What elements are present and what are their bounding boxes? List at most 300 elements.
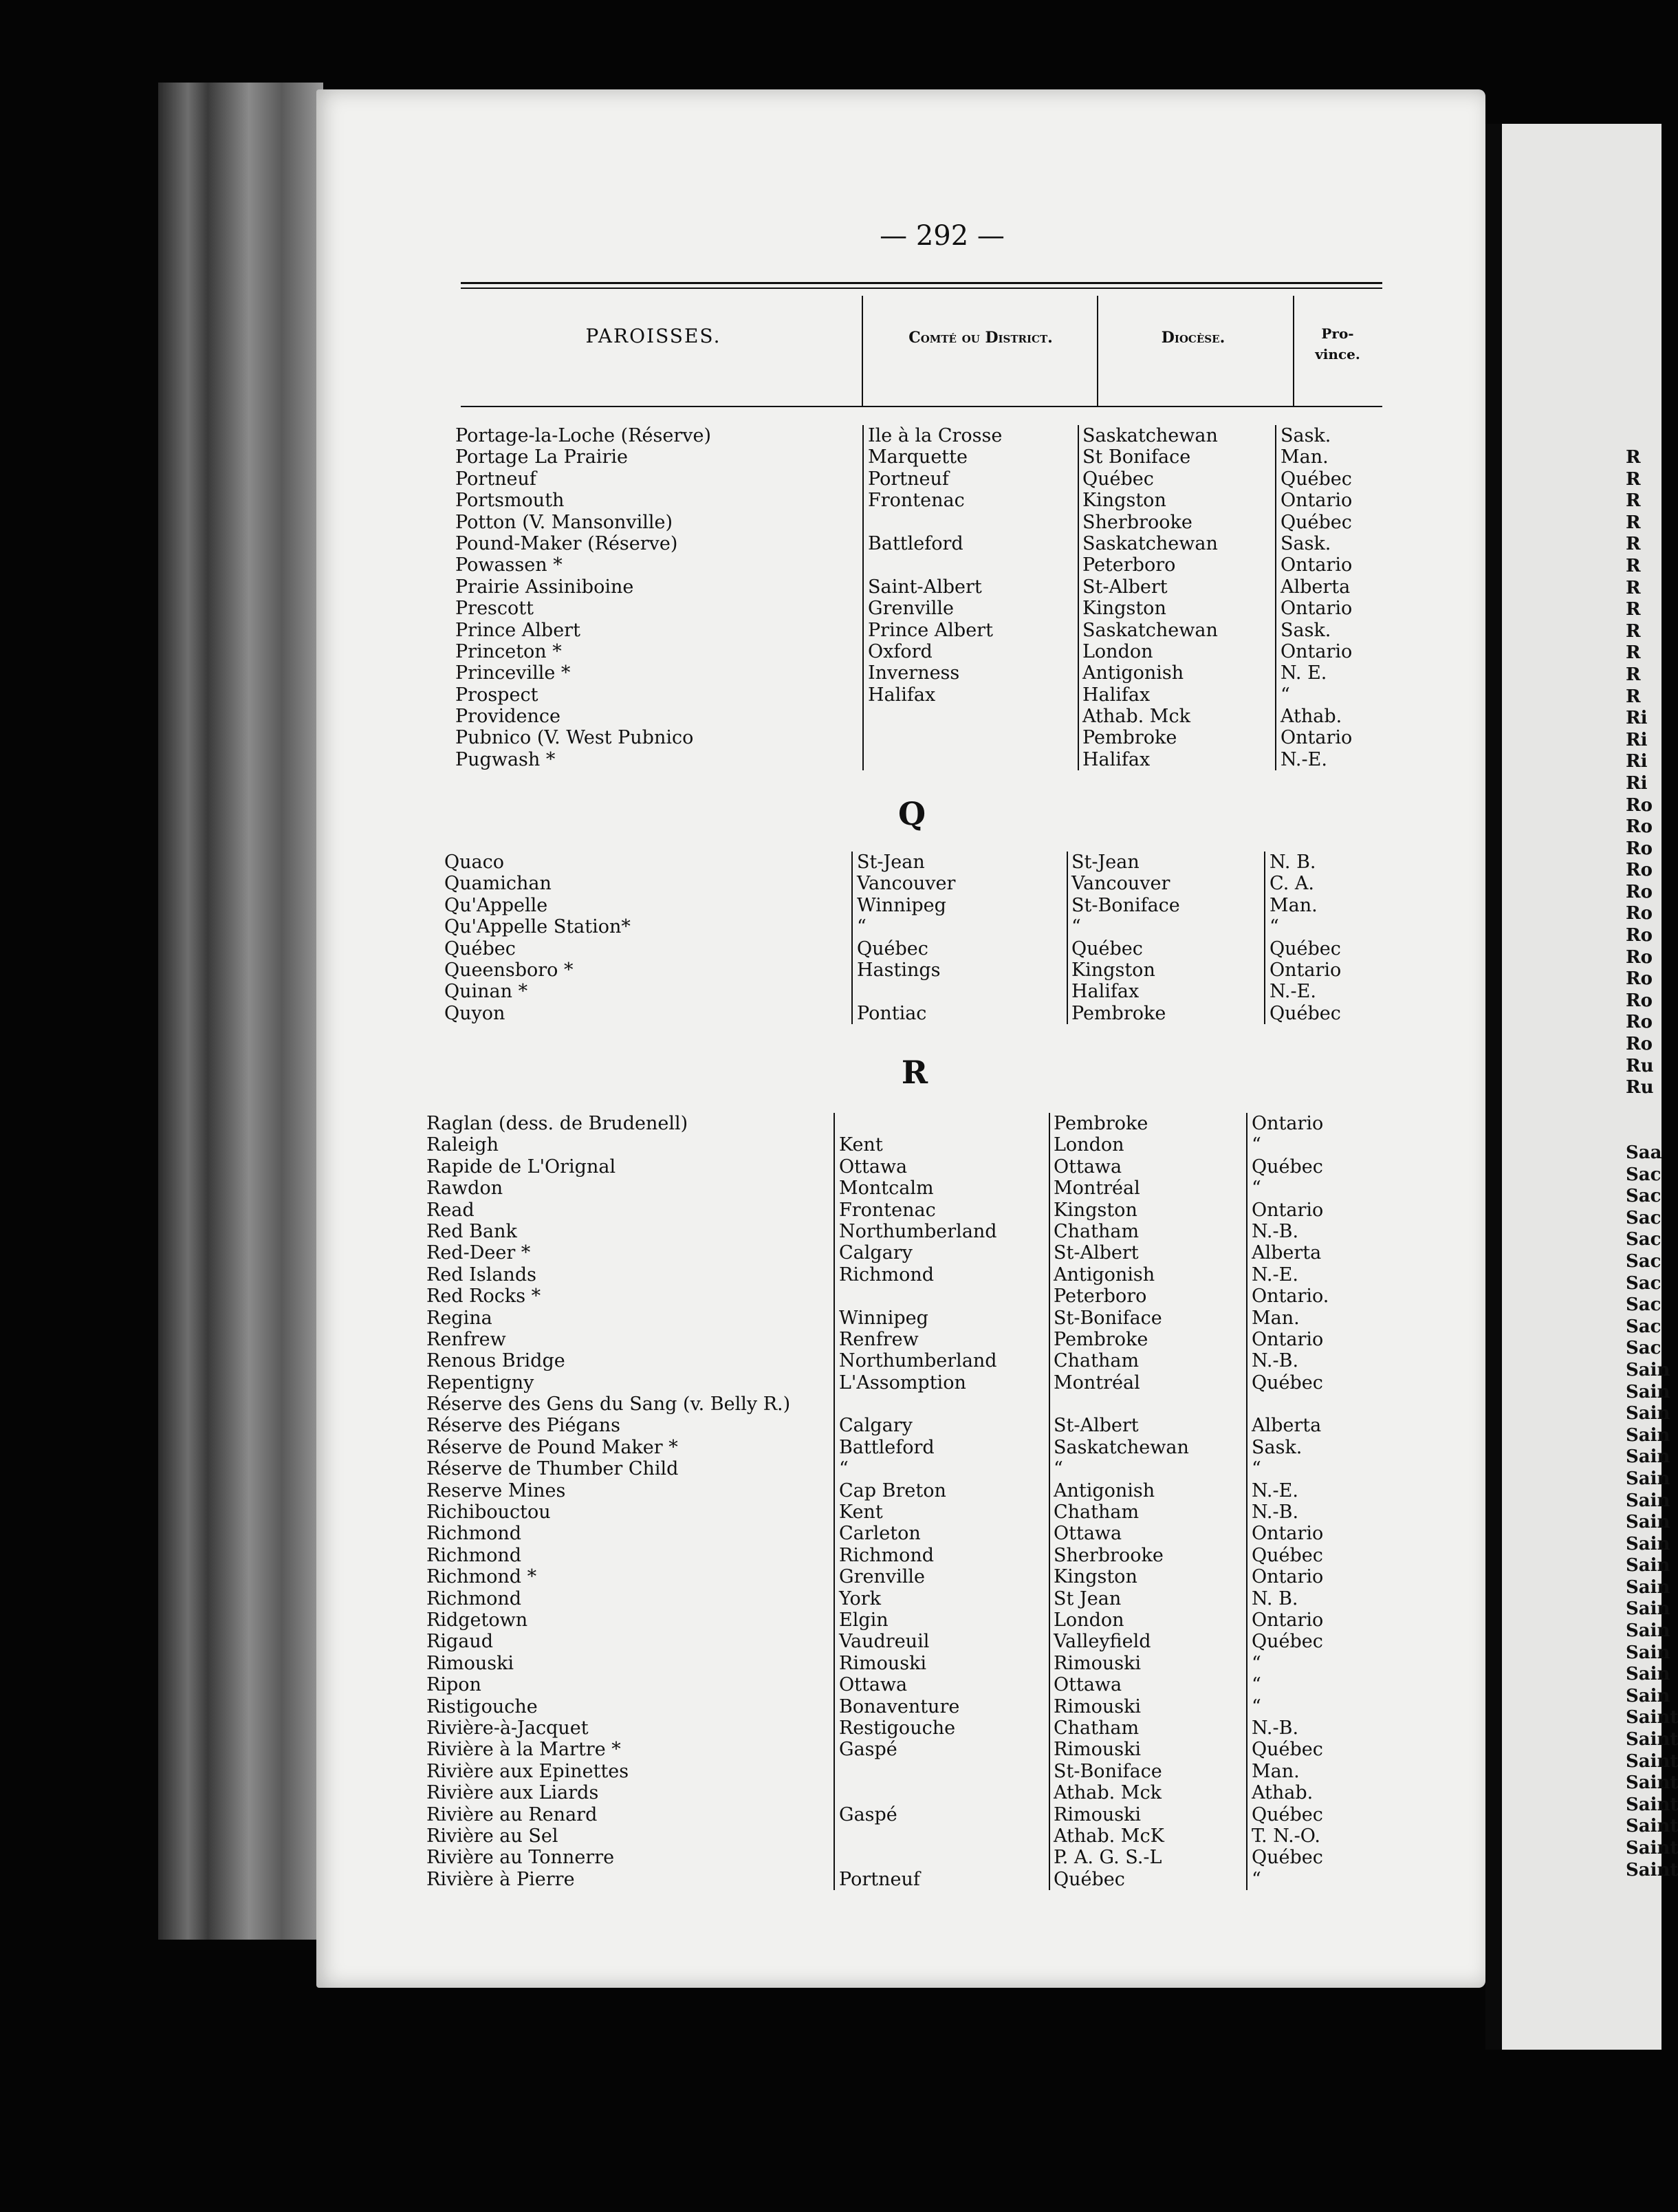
parish-cell: Rigaud bbox=[426, 1631, 494, 1653]
province-cell: Ontario bbox=[1281, 554, 1353, 576]
parish-cell: Richmond bbox=[426, 1523, 522, 1545]
diocese-cell: Athab. Mck bbox=[1054, 1782, 1162, 1804]
parish-cell: Portage La Prairie bbox=[455, 446, 628, 468]
parish-cell: Richmond bbox=[426, 1587, 522, 1609]
parish-cell: Rivière aux Liards bbox=[426, 1782, 599, 1804]
column-divider bbox=[1275, 425, 1276, 770]
adjacent-page-line: Saint bbox=[1626, 1729, 1678, 1750]
adjacent-page-line: Sain bbox=[1626, 1598, 1670, 1620]
province-cell: N. B. bbox=[1270, 852, 1316, 873]
county-cell: Hastings bbox=[857, 959, 941, 981]
county-cell: Winnipeg bbox=[839, 1307, 928, 1329]
adjacent-page-line: Ro bbox=[1626, 990, 1653, 1011]
adjacent-page-line: R bbox=[1626, 664, 1641, 685]
parish-cell: Red-Deer * bbox=[426, 1242, 531, 1264]
adjacent-page bbox=[1485, 124, 1678, 2050]
parish-cell: Ristigouche bbox=[426, 1695, 538, 1717]
adjacent-page-line: R bbox=[1626, 468, 1641, 490]
province-cell: N. E. bbox=[1281, 662, 1327, 684]
province-cell: Ontario bbox=[1252, 1199, 1324, 1221]
adjacent-page-line: R bbox=[1626, 447, 1641, 468]
county-cell: Vaudreuil bbox=[839, 1631, 930, 1653]
parish-cell: Renfrew bbox=[426, 1328, 506, 1350]
parish-cell: Read bbox=[426, 1199, 475, 1221]
province-cell: N.-B. bbox=[1252, 1501, 1299, 1524]
diocese-cell: London bbox=[1082, 640, 1153, 662]
adjacent-page-line: Ri bbox=[1626, 708, 1648, 729]
diocese-cell: Valleyfield bbox=[1054, 1631, 1151, 1653]
parish-cell: Rivière au Sel bbox=[426, 1825, 558, 1847]
adjacent-page-line: Saint bbox=[1626, 1838, 1678, 1858]
parish-cell: Pugwash * bbox=[455, 748, 556, 770]
province-cell: “ bbox=[1270, 916, 1279, 938]
column-divider bbox=[1067, 852, 1068, 1024]
county-cell: Portneuf bbox=[839, 1868, 920, 1890]
parish-cell: Ripon bbox=[426, 1674, 481, 1696]
header-paroisses: PAROISSES. bbox=[585, 325, 721, 347]
diocese-cell: Ottawa bbox=[1054, 1674, 1122, 1696]
adjacent-page-line: Ro bbox=[1626, 925, 1653, 946]
diocese-cell: St-Albert bbox=[1054, 1242, 1139, 1264]
diocese-cell: St-Boniface bbox=[1054, 1760, 1162, 1782]
diocese-cell: Halifax bbox=[1082, 748, 1151, 770]
parish-cell: Princeton * bbox=[455, 640, 562, 662]
province-cell: “ bbox=[1252, 1652, 1261, 1674]
adjacent-page-column bbox=[1626, 447, 1678, 1881]
county-cell: Halifax bbox=[868, 684, 936, 706]
header-diocese: Diocèse. bbox=[1161, 329, 1225, 347]
province-cell: “ bbox=[1252, 1674, 1261, 1696]
adjacent-page-line: Sain bbox=[1626, 1685, 1670, 1706]
diocese-cell: P. A. G. S.-L bbox=[1054, 1847, 1162, 1869]
header-province-line1: Pro- bbox=[1321, 325, 1354, 342]
county-cell: Portneuf bbox=[868, 468, 949, 490]
parish-cell: Potton (V. Mansonville) bbox=[455, 511, 673, 533]
adjacent-page-line: Saint bbox=[1626, 1794, 1678, 1815]
parish-cell: Red Islands bbox=[426, 1264, 536, 1286]
parish-cell: Raleigh bbox=[426, 1134, 499, 1156]
adjacent-page-line: Sac bbox=[1626, 1207, 1661, 1228]
adjacent-page-line: Ro bbox=[1626, 816, 1653, 838]
diocese-cell: Chatham bbox=[1054, 1220, 1140, 1242]
adjacent-page-line: Sain bbox=[1626, 1642, 1670, 1663]
adjacent-page-line: Saint bbox=[1626, 1772, 1678, 1794]
county-cell: Richmond bbox=[839, 1544, 935, 1566]
adjacent-page-line: Sain bbox=[1626, 1576, 1670, 1598]
adjacent-page-line: Saint bbox=[1626, 1707, 1678, 1728]
county-cell: Pontiac bbox=[857, 1002, 927, 1024]
province-cell: Man. bbox=[1252, 1760, 1300, 1782]
province-cell: Québec bbox=[1252, 1371, 1323, 1394]
adjacent-page-line: Sain bbox=[1626, 1381, 1670, 1402]
province-cell: N.-E. bbox=[1270, 981, 1316, 1003]
adjacent-page-line: Sain bbox=[1626, 1620, 1670, 1642]
adjacent-page-line: Sain bbox=[1626, 1555, 1670, 1576]
county-cell: Rimouski bbox=[839, 1652, 927, 1674]
province-cell: Ontario bbox=[1281, 727, 1353, 749]
county-cell: “ bbox=[857, 916, 867, 938]
parish-cell: Rapide de L'Orignal bbox=[426, 1156, 616, 1178]
header-divider-1 bbox=[862, 296, 863, 406]
adjacent-page-line: Sac bbox=[1626, 1316, 1661, 1337]
diocese-cell: St-Jean bbox=[1071, 852, 1140, 873]
diocese-cell: Peterboro bbox=[1082, 554, 1176, 576]
county-cell: Québec bbox=[857, 937, 928, 959]
parish-cell: Prince Albert bbox=[455, 619, 580, 641]
diocese-cell: Kingston bbox=[1054, 1566, 1137, 1588]
parish-cell: Renous Bridge bbox=[426, 1350, 565, 1372]
parish-cell: Rivière au Tonnerre bbox=[426, 1847, 615, 1869]
column-divider bbox=[1246, 1113, 1247, 1890]
province-cell: “ bbox=[1252, 1134, 1261, 1156]
diocese-cell: Halifax bbox=[1071, 981, 1140, 1003]
parish-cell: Providence bbox=[455, 706, 560, 728]
adjacent-page-line: Sac bbox=[1626, 1338, 1661, 1359]
parish-cell: Qu'Appelle bbox=[444, 894, 548, 916]
adjacent-page-line: Sain bbox=[1626, 1664, 1670, 1685]
parish-cell: Réserve des Piégans bbox=[426, 1415, 620, 1437]
diocese-cell: Saskatchewan bbox=[1082, 425, 1218, 446]
adjacent-page-line: R bbox=[1626, 534, 1641, 555]
adjacent-page-line: Sac bbox=[1626, 1294, 1661, 1316]
adjacent-page-line: Ro bbox=[1626, 946, 1653, 968]
province-cell: Sask. bbox=[1281, 425, 1331, 446]
header-rule-bottom bbox=[461, 406, 1382, 407]
column-divider bbox=[1264, 852, 1265, 1024]
parish-cell: Richmond bbox=[426, 1544, 522, 1566]
parish-cell: Portsmouth bbox=[455, 490, 565, 512]
diocese-cell: Peterboro bbox=[1054, 1286, 1147, 1308]
adjacent-page-line bbox=[1626, 1099, 1678, 1121]
diocese-cell: Pembroke bbox=[1054, 1328, 1148, 1350]
parish-cell: Rivière aux Epinettes bbox=[426, 1760, 629, 1782]
diocese-cell: Antigonish bbox=[1082, 662, 1184, 684]
diocese-cell: Rimouski bbox=[1054, 1739, 1142, 1761]
county-cell: L'Assomption bbox=[839, 1371, 966, 1394]
county-cell: Carleton bbox=[839, 1523, 921, 1545]
diocese-cell: St-Albert bbox=[1054, 1415, 1139, 1437]
county-cell: St-Jean bbox=[857, 852, 925, 873]
county-cell: Ottawa bbox=[839, 1674, 908, 1696]
province-cell: “ bbox=[1252, 1458, 1261, 1480]
parish-cell: Rivière-à-Jacquet bbox=[426, 1717, 589, 1739]
adjacent-page-line: Ro bbox=[1626, 881, 1653, 902]
adjacent-page-line: Ro bbox=[1626, 838, 1653, 859]
province-cell: Man. bbox=[1270, 894, 1318, 916]
province-cell: Ontario bbox=[1252, 1566, 1324, 1588]
adjacent-page-line bbox=[1626, 1120, 1678, 1142]
diocese-cell: St Boniface bbox=[1082, 446, 1191, 468]
province-cell: Québec bbox=[1270, 1002, 1341, 1024]
province-cell: N.-E. bbox=[1252, 1264, 1298, 1286]
diocese-cell: Kingston bbox=[1054, 1199, 1137, 1221]
parish-cell: Rivière au Renard bbox=[426, 1803, 598, 1825]
header-province-line2: vince. bbox=[1315, 346, 1360, 362]
county-cell: Montcalm bbox=[839, 1178, 934, 1200]
parish-cell: Quyon bbox=[444, 1002, 505, 1024]
county-cell: Frontenac bbox=[868, 490, 965, 512]
diocese-cell: Kingston bbox=[1082, 490, 1166, 512]
province-cell: N.-B. bbox=[1252, 1717, 1299, 1739]
header-rule-top bbox=[461, 282, 1382, 284]
parish-cell: Pubnico (V. West Pubnico bbox=[455, 727, 694, 749]
province-cell: “ bbox=[1252, 1178, 1261, 1200]
province-cell: Ontario bbox=[1252, 1328, 1324, 1350]
diocese-cell: London bbox=[1054, 1609, 1124, 1631]
diocese-cell: St-Boniface bbox=[1071, 894, 1180, 916]
province-cell: Athab. bbox=[1281, 706, 1342, 728]
adjacent-page-line: Sac bbox=[1626, 1186, 1661, 1207]
adjacent-page-line: Sain bbox=[1626, 1403, 1670, 1424]
diocese-cell: Chatham bbox=[1054, 1350, 1140, 1372]
adjacent-page-line: Sain bbox=[1626, 1446, 1670, 1468]
county-cell: York bbox=[839, 1587, 882, 1609]
column-divider bbox=[833, 1113, 835, 1890]
parish-cell: Queensboro * bbox=[444, 959, 574, 981]
province-cell: C. A. bbox=[1270, 873, 1314, 895]
province-cell: Ontario bbox=[1252, 1609, 1324, 1631]
adjacent-page-line: Saa bbox=[1626, 1142, 1662, 1163]
page-number: — 292 — bbox=[880, 220, 1005, 252]
province-cell: Ontario bbox=[1270, 959, 1342, 981]
province-cell: Athab. bbox=[1252, 1782, 1314, 1804]
diocese-cell: Halifax bbox=[1082, 684, 1151, 706]
column-divider bbox=[1049, 1113, 1050, 1890]
province-cell: Alberta bbox=[1252, 1242, 1322, 1264]
county-cell: Kent bbox=[839, 1134, 883, 1156]
diocese-cell: Saskatchewan bbox=[1082, 619, 1218, 641]
county-cell: Kent bbox=[839, 1501, 883, 1524]
county-cell: Inverness bbox=[868, 662, 960, 684]
county-cell: Battleford bbox=[839, 1436, 935, 1458]
adjacent-page-line: Ru bbox=[1626, 1077, 1654, 1098]
adjacent-page-line: Sac bbox=[1626, 1250, 1661, 1272]
adjacent-page-line: R bbox=[1626, 642, 1641, 664]
diocese-cell: Rimouski bbox=[1054, 1695, 1142, 1717]
county-cell: Gaspé bbox=[839, 1803, 897, 1825]
adjacent-page-line: Ro bbox=[1626, 903, 1653, 924]
county-cell: Ottawa bbox=[839, 1156, 908, 1178]
adjacent-page-line: Sain bbox=[1626, 1512, 1670, 1533]
parish-cell: Repentigny bbox=[426, 1371, 534, 1394]
county-cell: Cap Breton bbox=[839, 1479, 946, 1501]
adjacent-page-line: Sain bbox=[1626, 1490, 1670, 1511]
county-cell: Oxford bbox=[868, 640, 933, 662]
adjacent-page-line: Ri bbox=[1626, 751, 1648, 772]
county-cell: Battleford bbox=[868, 532, 963, 554]
county-cell: Bonaventure bbox=[839, 1695, 960, 1717]
diocese-cell: Athab. McK bbox=[1054, 1825, 1164, 1847]
diocese-cell: Rimouski bbox=[1054, 1652, 1142, 1674]
adjacent-page-line: Saint bbox=[1626, 1816, 1678, 1837]
county-cell: Marquette bbox=[868, 446, 968, 468]
diocese-cell: Ottawa bbox=[1054, 1523, 1122, 1545]
diocese-cell: Antigonish bbox=[1054, 1264, 1155, 1286]
header-divider-2 bbox=[1097, 296, 1098, 406]
diocese-cell: “ bbox=[1054, 1458, 1063, 1480]
county-cell: Saint-Albert bbox=[868, 576, 982, 598]
county-cell: Calgary bbox=[839, 1242, 913, 1264]
header-comte: Comté ou District. bbox=[908, 329, 1053, 347]
book-spine bbox=[158, 83, 323, 1940]
province-cell: Alberta bbox=[1281, 576, 1351, 598]
adjacent-page-line: R bbox=[1626, 599, 1641, 620]
diocese-cell: Pembroke bbox=[1082, 727, 1177, 749]
province-cell: Québec bbox=[1252, 1847, 1323, 1869]
diocese-cell: Vancouver bbox=[1071, 873, 1170, 895]
diocese-cell: Antigonish bbox=[1054, 1479, 1155, 1501]
province-cell: “ bbox=[1252, 1695, 1261, 1717]
county-cell: Winnipeg bbox=[857, 894, 946, 916]
province-cell: Sask. bbox=[1281, 619, 1331, 641]
province-cell: N. B. bbox=[1252, 1587, 1298, 1609]
diocese-cell: Chatham bbox=[1054, 1717, 1140, 1739]
county-cell: Vancouver bbox=[857, 873, 956, 895]
adjacent-page-line: R bbox=[1626, 490, 1641, 512]
province-cell: Ontario bbox=[1281, 490, 1353, 512]
diocese-cell: Québec bbox=[1054, 1868, 1125, 1890]
province-cell: Ontario. bbox=[1252, 1286, 1329, 1308]
adjacent-page-line: R bbox=[1626, 512, 1641, 533]
adjacent-page-line: Saint bbox=[1626, 1750, 1678, 1772]
diocese-cell: Québec bbox=[1082, 468, 1154, 490]
parish-cell: Réserve de Thumber Child bbox=[426, 1458, 679, 1480]
county-cell: Renfrew bbox=[839, 1328, 919, 1350]
adjacent-page-line: Ro bbox=[1626, 860, 1653, 881]
county-cell: Frontenac bbox=[839, 1199, 936, 1221]
parish-cell: Richibouctou bbox=[426, 1501, 551, 1524]
parish-cell: Rawdon bbox=[426, 1178, 503, 1200]
adjacent-page-line: Ri bbox=[1626, 729, 1648, 750]
province-cell: Ontario bbox=[1281, 598, 1353, 620]
province-cell: Man. bbox=[1281, 446, 1329, 468]
parish-cell: Regina bbox=[426, 1307, 492, 1329]
diocese-cell: Saskatchewan bbox=[1082, 532, 1218, 554]
parish-cell: Raglan (dess. de Brudenell) bbox=[426, 1113, 688, 1134]
diocese-cell: Kingston bbox=[1071, 959, 1155, 981]
province-cell: N.-E. bbox=[1281, 748, 1327, 770]
province-cell: Québec bbox=[1252, 1544, 1323, 1566]
parish-cell: Québec bbox=[444, 937, 516, 959]
adjacent-page-line: R bbox=[1626, 686, 1641, 707]
diocese-cell: St Jean bbox=[1054, 1587, 1122, 1609]
county-cell: Richmond bbox=[839, 1264, 935, 1286]
parish-cell: Pound-Maker (Réserve) bbox=[455, 532, 678, 554]
province-cell: “ bbox=[1252, 1868, 1261, 1890]
county-cell: Ile à la Crosse bbox=[868, 425, 1003, 446]
parish-cell: Powassen * bbox=[455, 554, 563, 576]
parish-cell: Red Rocks * bbox=[426, 1286, 541, 1308]
parish-cell: Red Bank bbox=[426, 1220, 517, 1242]
diocese-cell: Kingston bbox=[1082, 598, 1166, 620]
diocese-cell: Montréal bbox=[1054, 1371, 1140, 1394]
province-cell: N.-B. bbox=[1252, 1350, 1299, 1372]
header-rule-top-2 bbox=[461, 288, 1382, 289]
adjacent-page-line: Sac bbox=[1626, 1229, 1661, 1250]
parish-cell: Rimouski bbox=[426, 1652, 514, 1674]
adjacent-page-line: Ru bbox=[1626, 1055, 1654, 1076]
province-cell: N.-B. bbox=[1252, 1220, 1299, 1242]
parish-cell: Réserve de Pound Maker * bbox=[426, 1436, 678, 1458]
county-cell: Gaspé bbox=[839, 1739, 897, 1761]
province-cell: Québec bbox=[1252, 1156, 1323, 1178]
parish-cell: Portneuf bbox=[455, 468, 536, 490]
county-cell: Northumberland bbox=[839, 1220, 997, 1242]
parish-cell: Rivière à Pierre bbox=[426, 1868, 575, 1890]
diocese-cell: St-Boniface bbox=[1054, 1307, 1162, 1329]
parish-cell: Prescott bbox=[455, 598, 534, 620]
county-cell: Elgin bbox=[839, 1609, 889, 1631]
province-cell: Québec bbox=[1281, 511, 1352, 533]
column-divider bbox=[862, 425, 864, 770]
header-province bbox=[1293, 323, 1382, 365]
province-cell: Québec bbox=[1270, 937, 1341, 959]
province-cell: N.-E. bbox=[1252, 1479, 1298, 1501]
diocese-cell: Saskatchewan bbox=[1054, 1436, 1189, 1458]
parish-cell: Princeville * bbox=[455, 662, 571, 684]
parish-cell: Portage-la-Loche (Réserve) bbox=[455, 425, 712, 446]
province-cell: T. N.-O. bbox=[1252, 1825, 1320, 1847]
diocese-cell: Rimouski bbox=[1054, 1803, 1142, 1825]
diocese-cell: Sherbrooke bbox=[1082, 511, 1192, 533]
diocese-cell: “ bbox=[1071, 916, 1081, 938]
parish-cell: Qu'Appelle Station* bbox=[444, 916, 631, 938]
parish-cell: Prairie Assiniboine bbox=[455, 576, 634, 598]
county-cell: Restigouche bbox=[839, 1717, 956, 1739]
parish-cell: Reserve Mines bbox=[426, 1479, 566, 1501]
province-cell: Alberta bbox=[1252, 1415, 1322, 1437]
adjacent-page-line: Sain bbox=[1626, 1359, 1670, 1380]
diocese-cell: Sherbrooke bbox=[1054, 1544, 1164, 1566]
adjacent-page-line: Sac bbox=[1626, 1272, 1661, 1294]
parish-cell: Prospect bbox=[455, 684, 538, 706]
adjacent-page-line: Ro bbox=[1626, 1034, 1653, 1055]
county-cell: Grenville bbox=[839, 1566, 925, 1588]
adjacent-page-line: R bbox=[1626, 577, 1641, 598]
adjacent-page-line: Ri bbox=[1626, 772, 1648, 794]
diocese-cell: St-Albert bbox=[1082, 576, 1168, 598]
diocese-cell: Ottawa bbox=[1054, 1156, 1122, 1178]
province-cell: “ bbox=[1281, 684, 1290, 706]
parish-cell: Quamichan bbox=[444, 873, 552, 895]
province-cell: Ontario bbox=[1281, 640, 1353, 662]
parish-cell: Ridgetown bbox=[426, 1609, 528, 1631]
column-divider bbox=[1078, 425, 1079, 770]
diocese-cell: Montréal bbox=[1054, 1178, 1140, 1200]
diocese-cell: Pembroke bbox=[1071, 1002, 1166, 1024]
county-cell: “ bbox=[839, 1458, 849, 1480]
county-cell: Northumberland bbox=[839, 1350, 997, 1372]
adjacent-page-line: Sain bbox=[1626, 1533, 1670, 1554]
parish-cell: Richmond * bbox=[426, 1566, 537, 1588]
province-cell: Ontario bbox=[1252, 1113, 1324, 1134]
adjacent-page-line: Ro bbox=[1626, 1012, 1653, 1033]
adjacent-page-line: Sac bbox=[1626, 1164, 1661, 1185]
province-cell: Québec bbox=[1252, 1803, 1323, 1825]
section-letter: Q bbox=[897, 795, 926, 832]
parish-cell: Rivière à la Martre * bbox=[426, 1739, 621, 1761]
province-cell: Sask. bbox=[1281, 532, 1331, 554]
parish-cell: Quinan * bbox=[444, 981, 528, 1003]
adjacent-page-line: R bbox=[1626, 555, 1641, 576]
province-cell: Québec bbox=[1281, 468, 1352, 490]
adjacent-page-line: Ro bbox=[1626, 794, 1653, 816]
adjacent-page-line: Saint bbox=[1626, 1859, 1678, 1880]
column-divider bbox=[851, 852, 853, 1024]
province-cell: Man. bbox=[1252, 1307, 1300, 1329]
adjacent-page-line: R bbox=[1626, 620, 1641, 642]
parish-cell: Quaco bbox=[444, 852, 504, 873]
